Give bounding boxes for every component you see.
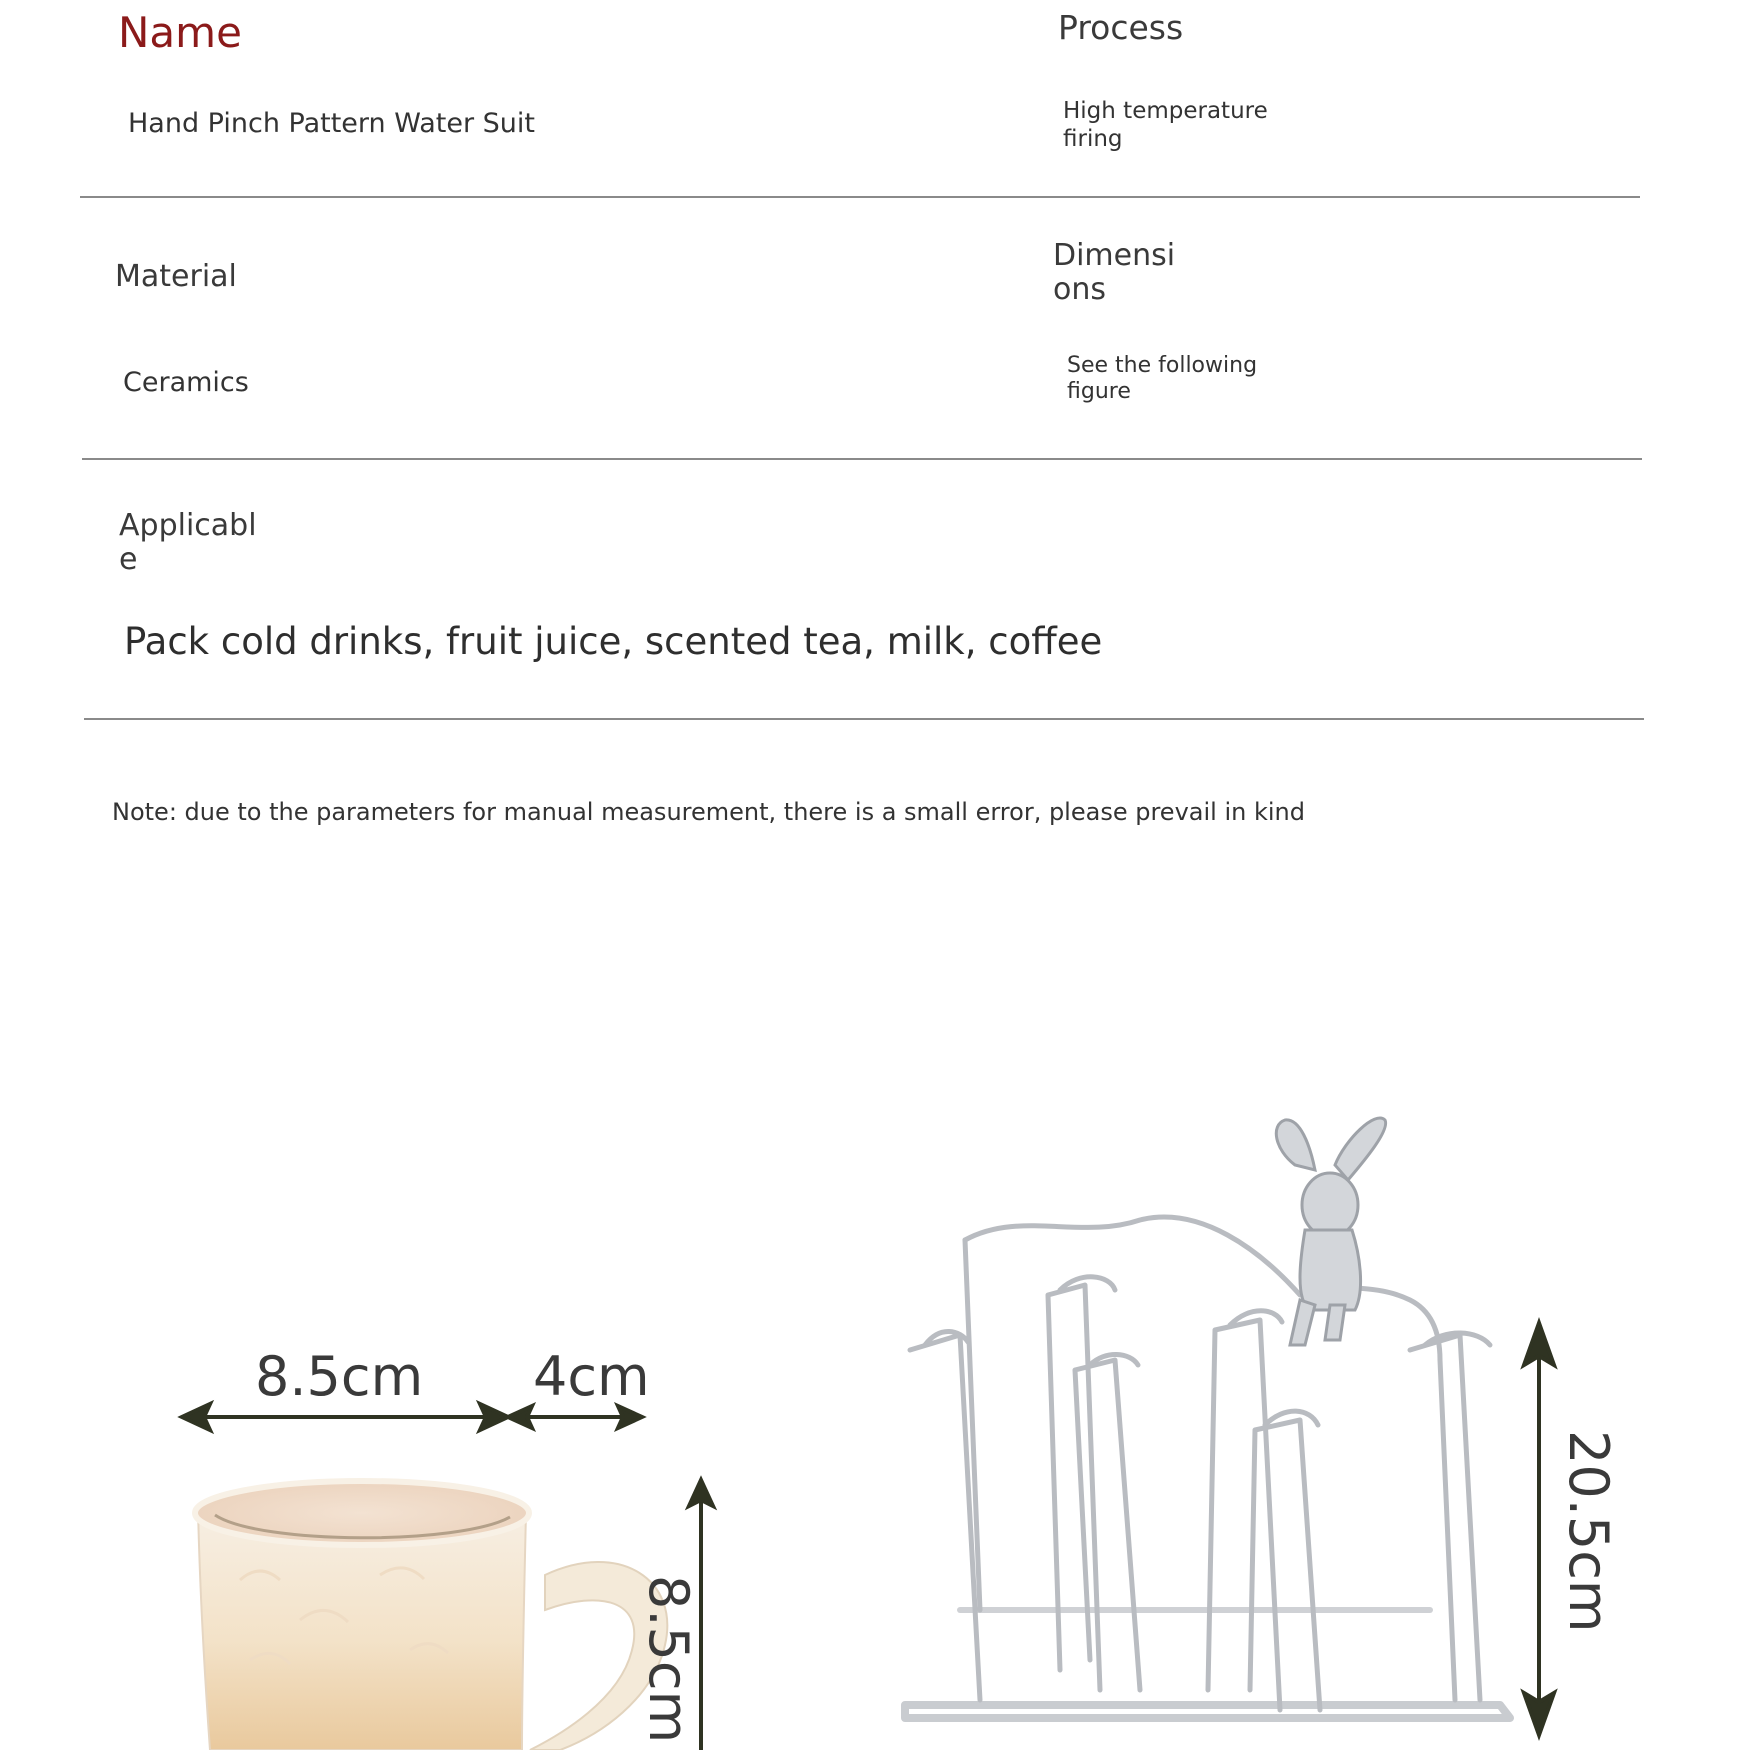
name-label: Name [118, 8, 242, 57]
rabbit-figurine-illustration [1276, 1118, 1385, 1345]
mug-height-label: 8.5cm [637, 1575, 700, 1744]
mug-width-label: 8.5cm [255, 1345, 424, 1408]
handle-width-label: 4cm [533, 1345, 650, 1408]
cup-rack-illustration [905, 1217, 1510, 1718]
material-label: Material [115, 259, 237, 294]
applicable-value: Pack cold drinks, fruit juice, scented tea, milk, coffee [124, 620, 1103, 663]
dimensions-value: See the following figure [1067, 353, 1258, 404]
rack-height-arrow [1524, 1323, 1554, 1735]
note-text: Note: due to the parameters for manual measurement, there is a small error, please prevail in kind [112, 798, 1305, 826]
material-value: Ceramics [123, 367, 249, 398]
process-value: High temperature firing [1063, 98, 1268, 152]
applicable-label: Applicable [119, 508, 257, 577]
name-value: Hand Pinch Pattern Water Suit [128, 108, 535, 139]
mug-illustration [195, 1481, 667, 1750]
rack-height-label: 20.5cm [1557, 1430, 1620, 1633]
process-label: Process [1058, 8, 1184, 47]
dimensions-label: Dimensions [1053, 238, 1176, 307]
